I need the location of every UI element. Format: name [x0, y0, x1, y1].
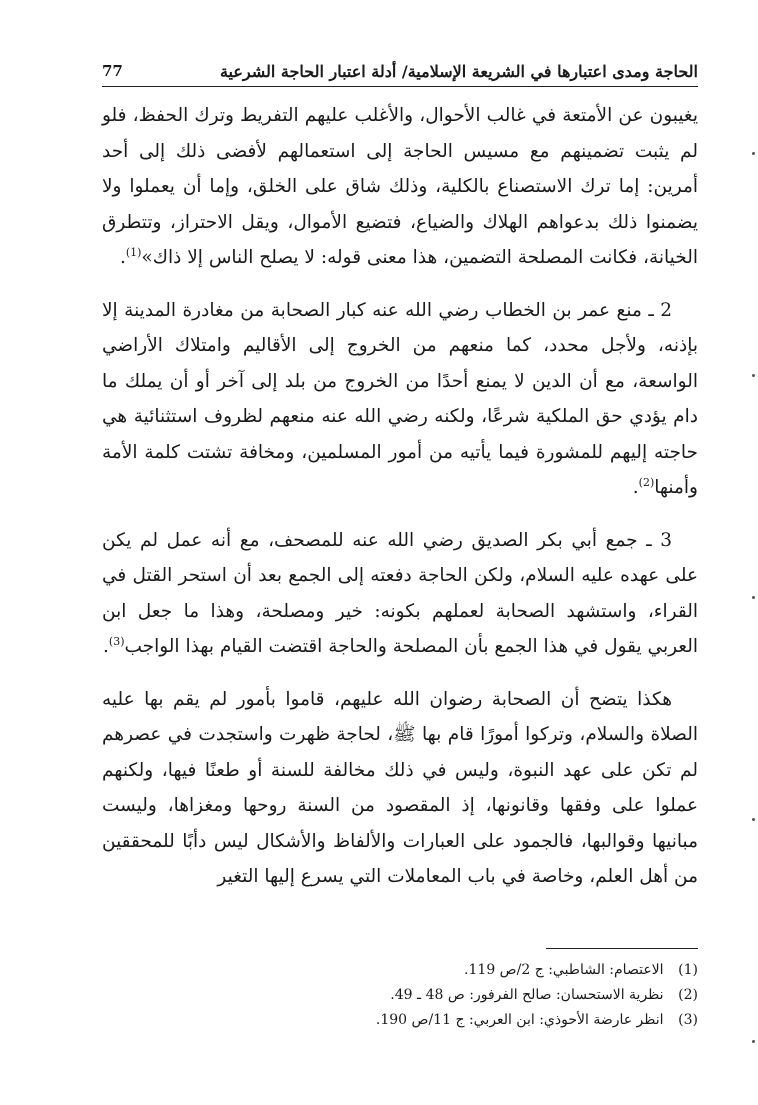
- page-number: 77: [102, 62, 123, 80]
- paragraph-text: يغيبون عن الأمتعة في غالب الأحوال، والأغلب عليهم التفريط وترك الحفظ، فلو لم يثبت تضمينهم مع مسيس الحاجة إلى استعمالهم لأفضى ذلك إلى أحد أمرين: إما ترك الاستصناع بالكلية، وذلك شاق على الخلق، وإما أن يعملوا ولا يضمنوا ذلك بدعواهم الهلاك والضياع، فتضيع الأموال، ويقل الاحتراز، وتتطرق الخيانة، فكانت المصلحة التضمين، هذا معنى قوله: لا يصلح الناس إلا ذاك»: [102, 105, 698, 268]
- footnote-reference-1: (1): [125, 245, 142, 259]
- paragraph-4: [102, 682, 698, 895]
- paragraph-2: [102, 293, 698, 506]
- header-divider: [102, 86, 698, 87]
- paragraph-text: 3 ـ جمع أبي بكر الصديق رضي الله عنه للمصحف، مع أنه عمل لم يكن على عهده عليه السلام، ولكن الحاجة دفعته إلى الجمع بعد أن استحر القتل في القراء، واستشهد الصحابة لعملهم بكونه: خير ومصلحة، وهذا ما جعل ابن العربي يقول في هذا الجمع بأن المصلحة والحاجة اقتضت القيام بهذا الواجب: [102, 529, 698, 657]
- paragraph-text: 2 ـ منع عمر بن الخطاب رضي الله عنه كبار الصحابة من مغادرة المدينة إلا بإذنه، ولأجل محدد، كما منعهم من الخروج إلى الأقاليم وامتلاك الأراضي الواسعة، مع أن الدين لا يمنع أحدًا من الخروج من بلد إلى آخر أو أن يملك ما دام يؤدي حق الملكية شرعًا، ولكنه رضي الله عنه منعهم لظروف استثنائية هي حاجته إليهم للمشورة فيما يأتيه من أمور المسلمين، ومخافة تشتت كلمة الأمة وأمنها: [102, 299, 698, 498]
- footnote-text: نظرية الاستحسان: صالح الفرفور: ص 48 ـ 49.: [390, 987, 664, 1003]
- footnote-text: انظر عارضة الأحوذي: ابن العربي: ج 11/ص 190.: [375, 1012, 664, 1028]
- paragraph-end: .: [632, 477, 639, 498]
- paragraph-text: هكذا يتضح أن الصحابة رضوان الله عليهم، قاموا بأمور لم يقم بها عليه الصلاة والسلام، وتركوا أمورًا قام بها ﷺ، لحاجة ظهرت واستجدت في عصرهم لم تكن على عهد النبوة، وليس في ذلك مخالفة للسنة أو طعنًا فيها، ولكنهم عملوا على وفقها وقانونها، إذ المقصود من السنة روحها ومغزاها، وليست مبانيها وقوالبها، فالجمود على العبارات والألفاظ والأشكال ليس دأبًا للمحققين من أهل العلم، وخاصة في باب المعاملات التي يسرع إليها التغير: [102, 688, 698, 887]
- paragraph-3: [102, 523, 698, 665]
- footnote-3: [102, 1008, 698, 1033]
- footnote-number: (1): [678, 962, 698, 978]
- running-header: [102, 58, 698, 84]
- running-header-title: الحاجة ومدى اعتبارها في الشريعة الإسلامية/ أدلة اعتبار الحاجة الشرعية: [219, 61, 698, 81]
- paragraph-end: .: [103, 636, 109, 657]
- scan-margin-mark: [752, 152, 755, 155]
- scan-margin-mark: [752, 818, 755, 821]
- footnote-number: (3): [678, 1012, 698, 1028]
- scan-margin-mark: [752, 596, 755, 599]
- paragraph-1: [102, 98, 698, 276]
- footnote-reference-2: (2): [638, 475, 655, 489]
- footnote-2: [102, 983, 698, 1008]
- body-text: [102, 98, 698, 912]
- paragraph-end: .: [119, 247, 126, 268]
- footnote-1: [102, 958, 698, 983]
- scan-margin-mark: [752, 374, 755, 377]
- footnote-divider: [546, 948, 698, 949]
- scan-margin-mark: [752, 1040, 755, 1043]
- footnote-reference-3: (3): [108, 634, 125, 648]
- footnotes: [102, 958, 698, 1033]
- footnote-text: الاعتصام: الشاطبي: ج 2/ص 119.: [464, 962, 664, 978]
- footnote-number: (2): [678, 987, 698, 1003]
